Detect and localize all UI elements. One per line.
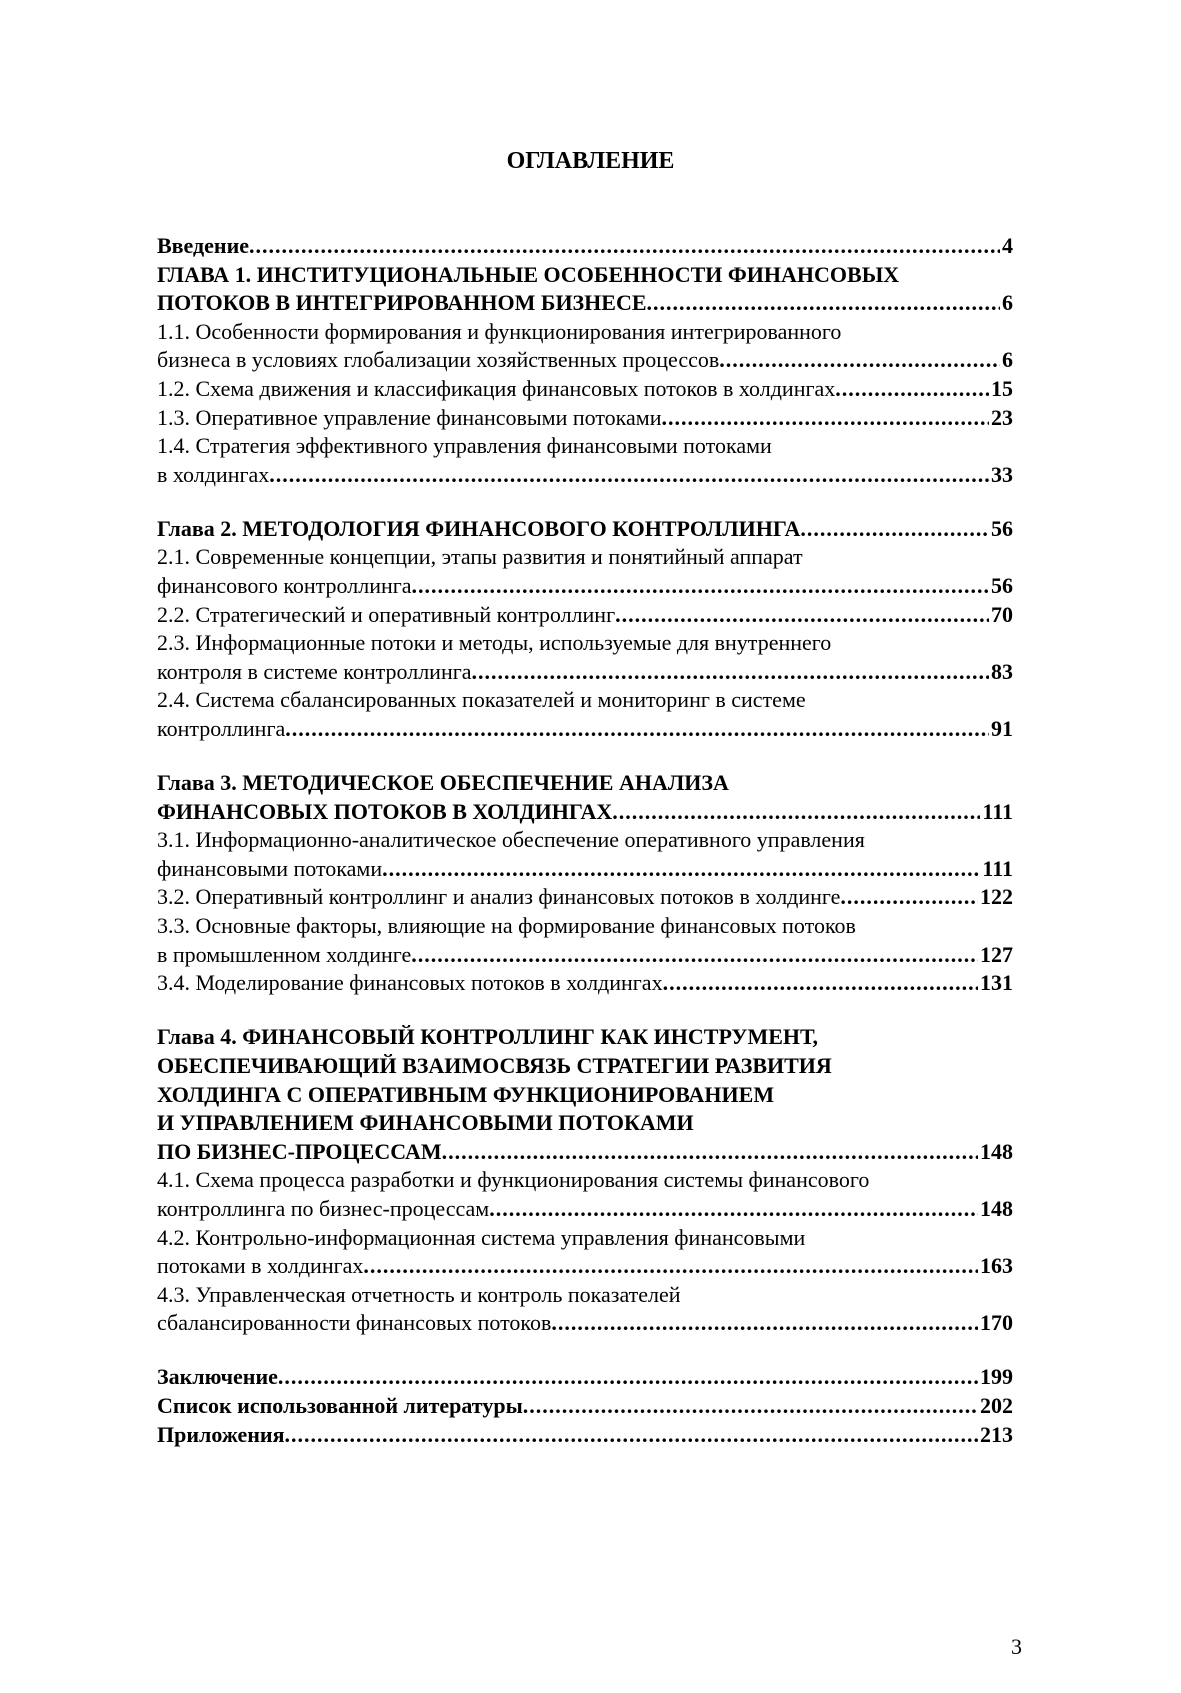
leader-dots [472,658,989,687]
toc-entry-text: 2.1. Современные концепции, этапы развития и понятийный аппарат [157,544,803,570]
toc-entry-text: Приложения [157,1421,285,1447]
toc-page-number: 122 [980,884,1013,910]
toc-section-4-3-line [157,1281,1013,1310]
leader-dots [285,1421,979,1450]
toc-chapter-2 [157,515,1013,544]
toc-section-2-1 [157,572,1013,601]
toc-entry-text: 1.1. Особенности формирования и функционирования интегрированного [157,318,842,344]
toc-chapter-3-title-line [157,769,1013,798]
toc-section-3-1-line [157,826,1013,855]
toc-chapter-4-title-line-2 [157,1052,1013,1081]
toc-page-number: 170 [980,1310,1013,1336]
toc-chapter-4 [157,1138,1013,1167]
toc-section-4-2-line [157,1224,1013,1253]
toc-entry-text: в промышленном холдинге [157,941,412,967]
spacer [157,489,1013,515]
toc-section-4-2 [157,1252,1013,1281]
leader-dots [719,346,1000,375]
toc-chapter-1 [157,289,1013,318]
leader-dots [663,969,978,998]
toc-entry-text: 4.3. Управленческая отчетность и контроль показателей [157,1281,681,1307]
spacer [157,998,1013,1024]
toc-entry-text: Глава 3. МЕТОДИЧЕСКОЕ ОБЕСПЕЧЕНИЕ АНАЛИЗА [157,770,729,796]
table-of-contents [157,232,1013,1449]
toc-entry-text: Введение [157,233,250,258]
toc-page-number: 213 [980,1421,1013,1447]
toc-entry-conclusion [157,1363,1013,1392]
leader-dots [612,798,980,827]
toc-entry-text: 1.4. Стратегия эффективного управления финансовыми потоками [157,433,772,459]
toc-section-2-4 [157,715,1013,744]
toc-section-3-4 [157,969,1013,998]
toc-section-4-3 [157,1309,1013,1338]
toc-entry-text: контроллинга по бизнес-процессам [157,1195,490,1221]
page-number: 3 [1011,1634,1022,1659]
toc-entry-references [157,1392,1013,1421]
toc-entry-text: финансового контроллинга [157,573,412,599]
toc-entry-text: 3.3. Основные факторы, влияющие на формирование финансовых потоков [157,913,856,939]
toc-entry-text: ГЛАВА 1. ИНСТИТУЦИОНАЛЬНЫЕ ОСОБЕННОСТИ ФИНАНСОВЫХ [157,261,900,287]
leader-dots [382,855,980,884]
toc-entry-text: контроллинга [157,716,286,741]
toc-entry-text: ПОТОКОВ В ИНТЕГРИРОВАННОМ БИЗНЕСЕ [157,290,647,316]
toc-entry-text: 3.4. Моделирование финансовых потоков в холдингах [157,970,663,996]
toc-entry-text: сбалансированности финансовых потоков [157,1310,552,1336]
toc-entry-text: 1.3. Оперативное управление финансовыми потоками [157,404,662,430]
leader-dots [835,375,989,404]
toc-chapter-4-title-line-4 [157,1109,1013,1138]
toc-page-number: 127 [980,941,1013,967]
leader-dots [615,601,989,630]
toc-chapter-4-title-line-1 [157,1023,1013,1052]
leader-dots [442,1138,978,1167]
toc-entry-text: ХОЛДИНГА С ОПЕРАТИВНЫМ ФУНКЦИОНИРОВАНИЕМ [157,1081,775,1107]
toc-section-1-2 [157,375,1013,404]
toc-page-number: 56 [991,515,1013,541]
leader-dots [523,1392,978,1421]
leader-dots [269,461,989,490]
leader-dots [412,572,989,601]
toc-entry-appendix [157,1421,1013,1450]
toc-entry-text: финансовыми потоками [157,855,383,881]
toc-entry-text: 3.2. Оперативный контроллинг и анализ финансовых потоков в холдинге [157,884,841,910]
toc-page-number: 15 [991,375,1013,401]
toc-entry-text: бизнеса в условиях глобализации хозяйственных процессов [157,347,720,373]
toc-page-number: 199 [980,1364,1013,1390]
toc-page-number: 111 [982,855,1013,881]
toc-section-2-1-line [157,543,1013,572]
toc-entry-text: 2.4. Система сбалансированных показателей и мониторинг в системе [157,687,806,713]
toc-page-number: 4 [1002,233,1013,258]
toc-entry-text: Заключение [157,1364,278,1390]
toc-entry-text: 2.2. Стратегический и оперативный контроллинг [157,601,616,627]
leader-dots [363,1252,978,1281]
toc-entry-text: Список использованной литературы [157,1392,523,1418]
toc-page-number: 23 [991,404,1013,430]
toc-entry-text: Глава 4. ФИНАНСОВЫЙ КОНТРОЛЛИНГ КАК ИНСТРУМЕНТ, [157,1024,819,1050]
toc-page-number: 131 [980,970,1013,996]
toc-chapter-3 [157,798,1013,827]
page-title: ОГЛАВЛЕНИЕ [506,148,675,174]
leader-dots [278,1363,978,1392]
toc-entry-text: И УПРАВЛЕНИЕМ ФИНАНСОВЫМИ ПОТОКАМИ [157,1110,694,1136]
toc-section-3-2 [157,883,1013,912]
toc-section-2-2 [157,601,1013,630]
spacer [157,744,1013,770]
leader-dots [411,941,978,970]
toc-section-1-1 [157,346,1013,375]
toc-page-number: 83 [991,658,1013,684]
leader-dots [551,1309,978,1338]
toc-entry-text: 3.1. Информационно-аналитическое обеспечение оперативного управления [157,827,865,853]
leader-dots [840,883,978,912]
toc-page-number: 70 [991,601,1013,627]
toc-page-number: 91 [991,716,1013,741]
toc-page-number: 56 [991,573,1013,599]
leader-dots [647,289,1000,318]
toc-section-2-3-line [157,629,1013,658]
toc-entry-text: 2.3. Информационные потоки и методы, используемые для внутреннего [157,630,832,656]
toc-section-3-3 [157,941,1013,970]
toc-entry-text: Глава 2. МЕТОДОЛОГИЯ ФИНАНСОВОГО КОНТРОЛЛИНГА [157,515,801,541]
toc-page-number: 148 [980,1138,1013,1164]
toc-entry-text: 4.2. Контрольно-информационная система управления финансовыми [157,1224,806,1250]
toc-page-number: 202 [980,1392,1013,1418]
toc-entry-text: 1.2. Схема движения и классификация финансовых потоков в холдингах [157,375,836,401]
toc-section-1-4-line [157,432,1013,461]
toc-section-2-4-line [157,686,1013,715]
toc-section-1-3 [157,404,1013,433]
leader-dots [285,715,989,744]
toc-section-3-1 [157,855,1013,884]
toc-section-4-1-line [157,1166,1013,1195]
toc-section-4-1 [157,1195,1013,1224]
toc-entry-text: ПО БИЗНЕС-ПРОЦЕССАМ [157,1138,442,1164]
leader-dots [249,232,1000,261]
toc-section-2-3 [157,658,1013,687]
toc-chapter-1-title-line [157,261,1013,290]
toc-entry-text: в холдингах [157,461,270,487]
toc-page-number: 33 [991,461,1013,487]
toc-entry-text: контроля в системе контроллинга [157,658,472,684]
toc-page-number: 6 [1002,347,1013,373]
toc-entry-text: ОБЕСПЕЧИВАЮЩИЙ ВЗАИМОСВЯЗЬ СТРАТЕГИИ РАЗВИТИЯ [157,1052,832,1078]
toc-page-number: 111 [982,798,1013,824]
toc-section-1-4 [157,461,1013,490]
leader-dots [800,515,989,544]
toc-entry-text: ФИНАНСОВЫХ ПОТОКОВ В ХОЛДИНГАХ [157,798,613,824]
toc-section-1-1-line [157,318,1013,347]
toc-section-3-3-line [157,912,1013,941]
toc-page-number: 6 [1002,290,1013,316]
toc-entry-text: 4.1. Схема процесса разработки и функционирования системы финансового [157,1167,870,1193]
toc-entry-intro [157,232,1013,261]
leader-dots [662,404,990,433]
leader-dots [489,1195,978,1224]
toc-page-number: 163 [980,1253,1013,1279]
toc-entry-text: потоками в холдингах [157,1253,364,1279]
toc-chapter-4-title-line-3 [157,1081,1013,1110]
spacer [157,1338,1013,1364]
toc-page-number: 148 [980,1195,1013,1221]
